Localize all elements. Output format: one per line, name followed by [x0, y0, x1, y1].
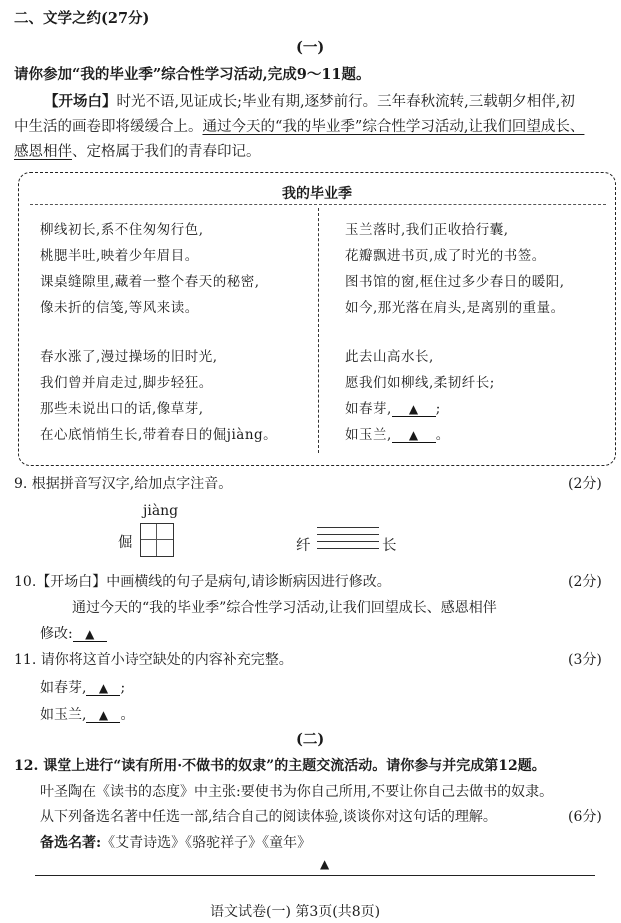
poem-left-line-6: 我们曾并肩走过,脚步轻狂。: [40, 375, 213, 391]
q12-books-line: [40, 832, 311, 852]
poem-right-line-6: 愿我们如柳线,柔韧纤长;: [345, 375, 495, 391]
q9-char-xian: 纤: [296, 538, 311, 554]
poem-left-line-5: 春水涨了,漫过操场的旧时光,: [40, 349, 218, 365]
q11-score: (3分): [568, 652, 602, 668]
opening-text-3b: 、定格属于我们的青春印记。: [72, 144, 261, 160]
q11-line-1: [40, 677, 125, 697]
poem-frame: [18, 172, 616, 466]
section-heading: 二、文学之约(27分): [14, 10, 150, 27]
q12-books: 《艾青诗选》《骆驼祥子》《童年》: [101, 835, 312, 851]
poem-left-line-4: 像未折的信笺,等风来读。: [40, 300, 199, 316]
poem-right-line-1: 玉兰落时,我们正收拾行囊,: [345, 222, 509, 238]
q9-writing-grid[interactable]: [140, 523, 174, 557]
poem-right-line-5: 此去山高水长,: [345, 349, 434, 365]
q12-answer-mark: ▲: [320, 857, 330, 871]
poem-left-line-1: 柳线初长,系不住匆匆行色,: [40, 222, 204, 238]
opening-line-2: [14, 115, 584, 136]
q11-blank-2[interactable]: ▲: [86, 708, 120, 723]
q10-text: 10.【开场白】中画横线的句子是病句,请诊断病因进行修改。: [14, 574, 391, 590]
poem-column-divider: [318, 208, 319, 453]
poem-left-line-7: 那些未说出口的话,像草芽,: [40, 401, 204, 417]
q11-end-2: 。: [120, 707, 135, 723]
opening-text-2a: 中生活的画卷即将缓缓合上。: [14, 119, 203, 135]
q12-score: (6分): [568, 809, 602, 825]
q11-text: 11. 请你将这首小诗空缺处的内容补充完整。: [14, 652, 293, 668]
q11-blank-1[interactable]: ▲: [86, 681, 120, 696]
poem-right-line-8: [345, 423, 450, 443]
poem-right-line-3: 图书馆的窗,框住过多少春日的暖阳,: [345, 274, 565, 290]
poem-blank-end-1: ;: [435, 401, 441, 417]
q10-score: (2分): [568, 574, 602, 590]
q11-lead-1: 如春芽,: [40, 680, 87, 696]
q12-books-label: 备选名著:: [40, 835, 102, 851]
underlined-sentence-part-2: 感恩相伴: [14, 144, 72, 160]
page-footer: 语文试卷(一) 第3页(共8页): [210, 904, 381, 920]
q10-answer-blank[interactable]: ▲: [73, 627, 107, 642]
q10-fix-line: [40, 623, 107, 643]
poem-right-line-7: [345, 397, 441, 417]
q12-instruction: 从下列备选名著中任选一部,结合自己的阅读体验,谈谈你对这句话的理解。: [40, 809, 497, 825]
q9-text: 9. 根据拼音写汉字,给加点字注音。: [14, 476, 233, 492]
q12-quote: 叶圣陶在《读书的态度》中主张:要使书为你自己所用,不要让你自己去做书的奴隶。: [40, 784, 554, 800]
poem-title-divider: [30, 204, 606, 205]
q10-fix-label: 修改:: [40, 626, 73, 642]
underlined-sentence-part-1: 通过今天的“我的毕业季”综合性学习活动,让我们回望成长、: [202, 119, 585, 135]
poem-blank-2[interactable]: ▲: [392, 428, 436, 443]
opening-tag: 【开场白】: [44, 93, 117, 110]
poem-left-line-3: 课桌缝隙里,藏着一整个春天的秘密,: [40, 274, 260, 290]
q9-char-jue: 倔: [118, 535, 133, 551]
opening-line-3: [14, 140, 261, 161]
poem-title: 我的毕业季: [282, 186, 352, 202]
q9-pinyin: jiàng: [143, 503, 179, 519]
q10-sentence: 通过今天的“我的毕业季”综合性学习活动,让我们回望成长、感恩相伴: [72, 600, 497, 616]
q11-lead-2: 如玉兰,: [40, 707, 87, 723]
q9-char-chang: 长: [382, 538, 397, 554]
intro-instruction: 请你参加“我的毕业季”综合性学习活动,完成9～11题。: [14, 66, 371, 83]
part-one-label: (一): [296, 39, 325, 56]
part-two-label: (二): [296, 731, 325, 748]
poem-blank-1[interactable]: ▲: [392, 402, 436, 417]
opening-line-1: [44, 90, 575, 111]
poem-blank-end-2: 。: [435, 427, 450, 443]
poem-blank-lead-2: 如玉兰,: [345, 427, 392, 443]
q11-end-1: ;: [120, 680, 126, 696]
q11-line-2: [40, 704, 134, 724]
poem-left-line-2: 桃腮半吐,映着少年眉目。: [40, 248, 199, 264]
poem-left-line-8: 在心底悄悄生长,带着春日的倔jiàng。: [40, 427, 278, 443]
poem-right-line-2: 花瓣飘进书页,成了时光的书签。: [345, 248, 546, 264]
q12-answer-line[interactable]: [35, 875, 595, 876]
q9-pinyin-lines[interactable]: [317, 527, 379, 557]
q12-text: 12. 课堂上进行“读有所用·不做书的奴隶”的主题交流活动。请你参与并完成第12题。: [14, 758, 546, 774]
poem-blank-lead-1: 如春芽,: [345, 401, 392, 417]
q9-score: (2分): [568, 476, 602, 492]
opening-text-1: 时光不语,见证成长;毕业有期,逐梦前行。三年春秋流转,三载朝夕相伴,初: [116, 94, 575, 110]
poem-right-line-4: 如今,那光落在肩头,是离别的重量。: [345, 300, 565, 316]
